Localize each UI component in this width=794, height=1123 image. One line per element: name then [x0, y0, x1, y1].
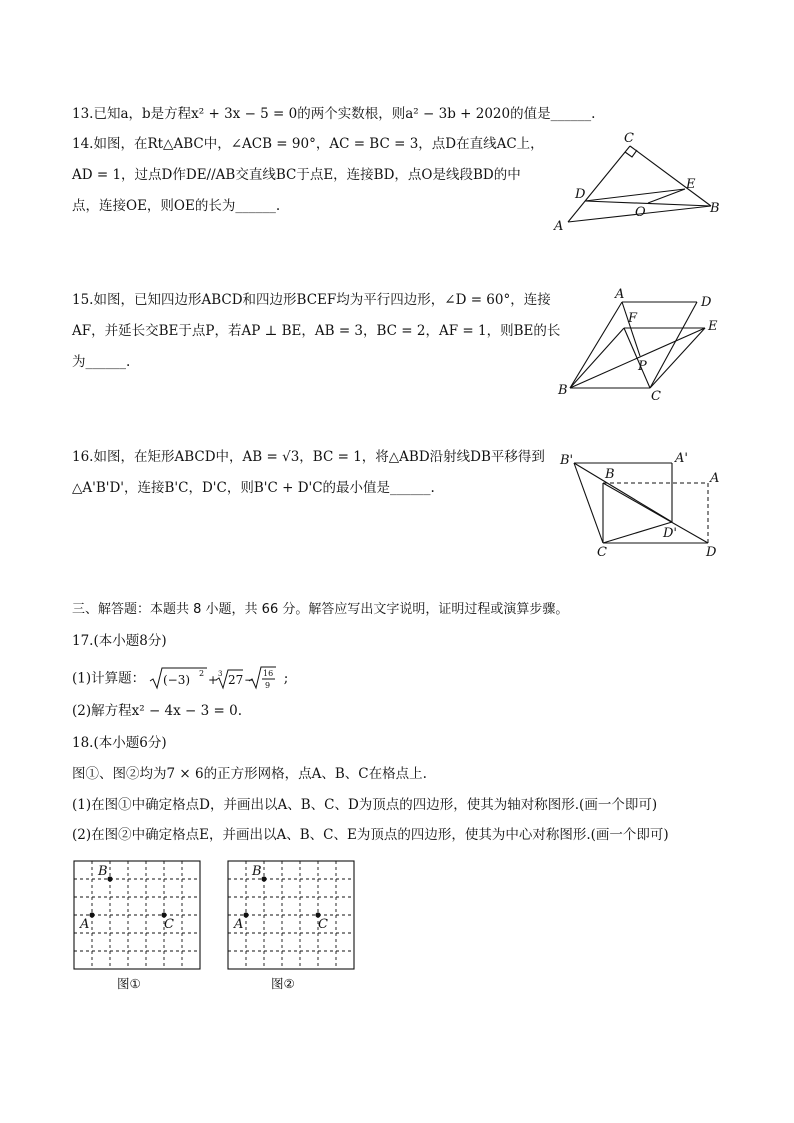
svg-text:27: 27	[228, 673, 244, 687]
q15-label-B: B	[558, 383, 568, 398]
q16-figure	[556, 446, 726, 562]
q15-label-D: D	[701, 295, 712, 310]
q13-text: 13.已知a，b是方程x² + 3x − 5 = 0的两个实数根，则a² − 3b + 2020的值是______.	[72, 106, 596, 122]
svg-text:+: +	[208, 673, 219, 687]
grid-caption-2: 图②	[271, 976, 295, 991]
q15-label-F: F	[628, 311, 638, 326]
grid2-label-C: C	[318, 917, 328, 932]
q18-part2: (2)在图②中确定格点E，并画出以A、B、C、E为顶点的四边形，使其为中心对称图形.(画一个即可)	[72, 827, 669, 843]
q14-figure	[548, 130, 738, 240]
q18-part1: (1)在图①中确定格点D，并画出以A、B、C、D为顶点的四边形，使其为轴对称图形.(画一个即可)	[72, 797, 658, 813]
grid1-point-A	[89, 912, 94, 917]
q16-label-A-prime: A'	[675, 451, 688, 466]
q16-label-B-prime: B'	[560, 453, 574, 468]
q17-expression	[149, 666, 279, 692]
q16-label-D-prime: D'	[663, 526, 677, 541]
svg-text:2: 2	[199, 669, 205, 678]
q14-label-B: B	[710, 201, 720, 216]
q16-label-B: B	[605, 467, 615, 482]
q16-label-D: D	[706, 545, 717, 560]
q16-label-C: C	[597, 545, 607, 560]
q17-part2: (2)解方程x² − 4x − 3 = 0.	[72, 703, 243, 719]
q14-label-C: C	[624, 131, 634, 146]
grid2-label-A: A	[234, 917, 244, 932]
svg-text:3: 3	[218, 670, 223, 678]
q14-line3: 点，连接OE，则OE的长为______.	[72, 198, 281, 214]
q16-line2: △A'B'D'，连接B'C，D'C，则B'C + D'C的最小值是______.	[72, 480, 435, 496]
q14-label-E: E	[686, 177, 696, 192]
q14-label-A: A	[554, 219, 564, 234]
q15-label-A: A	[615, 287, 625, 302]
q14-label-D: D	[575, 187, 586, 202]
q16-label-A: A	[710, 471, 720, 486]
q14-label-O: O	[635, 205, 646, 220]
q14-line1: 14.如图，在Rt△ABC中，∠ACB = 90°，AC = BC = 3，点D在直线AC上，	[72, 136, 544, 152]
grid2-label-B: B	[252, 864, 262, 879]
q15-line3: 为______.	[72, 354, 131, 370]
q15-label-P: P	[638, 359, 647, 374]
q14-line2: AD = 1，过点D作DE//AB交直线BC于点E，连接BD，点O是线段BD的中	[72, 167, 521, 183]
q15-label-E: E	[708, 319, 718, 334]
grid1-label-B: B	[98, 864, 108, 879]
q17-part1: (1)计算题： (−3) 2 + 3 27 − 16 9 ;	[72, 666, 288, 692]
grid2-point-A	[243, 912, 248, 917]
q18-title: 18.(本小题6分)	[72, 735, 167, 751]
grid-caption-1: 图①	[117, 976, 141, 991]
q16-line1: 16.如图，在矩形ABCD中，AB = √3，BC = 1，将△ABD沿射线DB平移得到	[72, 449, 545, 465]
q17-title: 17.(本小题8分)	[72, 633, 167, 649]
svg-text:−: −	[244, 673, 255, 687]
grid1-point-B	[107, 876, 112, 881]
grid2-point-B	[261, 876, 266, 881]
q15-figure	[552, 284, 732, 406]
q17-part1-prefix: (1)计算题：	[72, 670, 146, 687]
section-heading: 三、解答题：本题共 8 小题，共 66 分。解答应写出文字说明，证明过程或演算步骤。	[72, 602, 569, 617]
grid-figure-1	[72, 858, 202, 972]
svg-text:9: 9	[265, 681, 271, 690]
svg-text:16: 16	[263, 669, 274, 678]
grid-figure-2	[226, 858, 356, 972]
q18-desc: 图①、图②均为7 × 6的正方形网格，点A、B、C在格点上.	[72, 766, 427, 782]
q15-label-C: C	[651, 389, 661, 404]
grid1-label-A: A	[80, 917, 90, 932]
svg-text:(−3): (−3)	[163, 673, 191, 687]
q15-line2: AF，并延长交BE于点P，若AP ⊥ BE，AB = 3，BC = 2，AF = 1，则BE的长	[72, 323, 561, 339]
q15-line1: 15.如图，已知四边形ABCD和四边形BCEF均为平行四边形，∠D = 60°，连接	[72, 292, 551, 308]
grid1-label-C: C	[164, 917, 174, 932]
